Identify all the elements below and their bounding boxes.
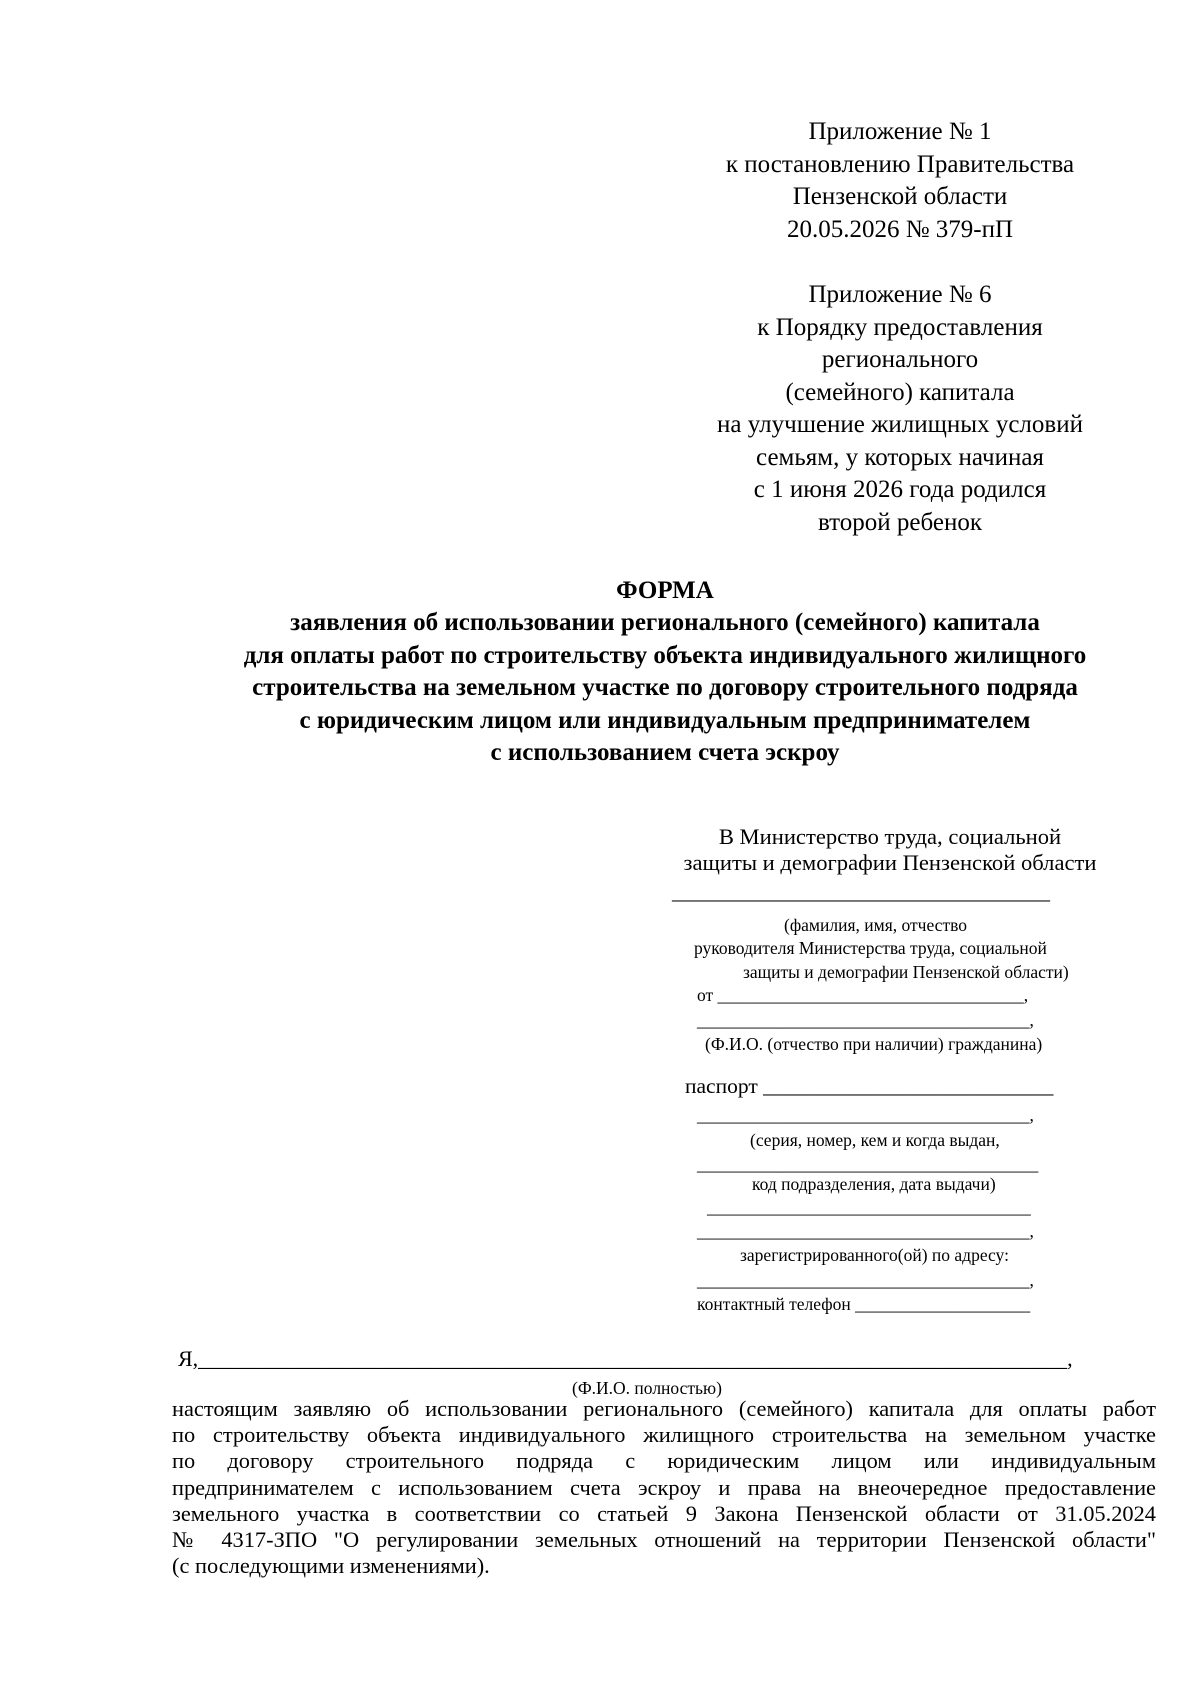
appendix-6-title: Приложение № 6 [808,281,992,308]
form-title-line-2: заявления об использовании регионального (семейного) капитала [290,609,1040,637]
appendix-1-decree-line: к постановлению Правительства [725,150,1075,178]
applicant-name-hint: (Ф.И.О. (отчество при наличии) гражданина) [705,1034,1043,1054]
address-blank-1[interactable]: _____________________________________ [707,1197,1031,1217]
minister-name-hint-3: защиты и демографии Пензенской области) [743,962,1069,982]
appendix-1-header [660,116,1140,246]
passport-hint-1: (серия, номер, кем и когда выдан, [750,1130,1000,1150]
form-title [120,575,1200,769]
statement-line-1: настоящим заявляю об использовании регионального (семейного) капитала для оплаты работ [172,1396,1156,1421]
form-heading: ФОРМА [616,577,714,604]
appendix-6-line-7: с 1 июня 2026 года родился [753,476,1047,503]
address-hint: зарегистрированного(ой) по адресу: [740,1245,1009,1265]
applicant-from-field[interactable]: от ___________________________________, [697,985,1029,1005]
statement-line-6: № 4317-ЗПО "О регулировании земельных отношений на территории Пензенской области" [172,1527,1156,1553]
statement-line-5: земельного участка в соответствии со статьей 9 Закона Пензенской области от 31.05.2024 [172,1500,1156,1526]
appendix-6-line-3: регионального [821,346,979,373]
form-title-line-3: для оплаты работ по строительству объекта индивидуального жилищного [243,641,1087,669]
address-blank-3[interactable]: ______________________________________, [697,1270,1034,1290]
addressee-line-2: защиты и демографии Пензенской области [683,850,1097,875]
appendix-6-line-6: семьям, у которых начиная [756,443,1044,471]
address-blank-2[interactable]: ______________________________________, [697,1221,1034,1241]
appendix-1-date-number: 20.05.2026 № 379-пП [786,215,1014,243]
applicant-full-name-hint: (Ф.И.О. полностью) [572,1378,722,1398]
statement-line-2: по строительству объекта индивидуального жилищного строительства на земельном участке [172,1422,1156,1448]
form-title-line-5: с юридическим лицом или индивидуальным предпринимателем [299,706,1031,734]
passport-blank-1[interactable]: ______________________________________, [697,1105,1034,1125]
appendix-6-line-5: на улучшение жилищных условий [717,411,1083,438]
passport-blank-2[interactable]: _______________________________________ [697,1154,1039,1174]
passport-field[interactable]: паспорт ___________________________ [685,1074,1054,1098]
applicant-name-blank[interactable]: ______________________________________, [697,1010,1034,1030]
passport-hint-2: код подразделения, дата выдачи) [752,1174,996,1194]
minister-name-hint-2: руководителя Министерства труда, социальной [694,938,1047,958]
statement-line-7: (с последующими изменениями). [172,1553,490,1579]
addressee-block [660,824,1120,876]
form-title-line-6: с использованием счета эскроу [490,739,840,767]
minister-name-blank[interactable]: ____________________________________ [672,880,1050,904]
appendix-1-title: Приложение № 1 [808,118,992,145]
appendix-6-header [660,279,1140,539]
statement-paragraph [172,1396,1156,1579]
statement-line-4: предпринимателем с использованием счета эскроу и права на внеочередное предоставление [172,1474,1156,1500]
form-title-line-4: строительства на земельном участке по договору строительного подряда [252,674,1078,702]
appendix-6-line-4: (семейного) капитала [785,378,1015,406]
statement-line-3: по договору строительного подряда с юридическим лицом или индивидуальным [172,1448,1156,1474]
appendix-1-region-line: Пензенской области [792,183,1008,210]
phone-field[interactable]: контактный телефон ____________________ [697,1294,1031,1314]
appendix-6-line-8: второй ребенок [817,508,982,536]
applicant-full-name-field[interactable]: Я,_______________________________________________________________________________, [178,1346,1073,1371]
addressee-line-1: В Министерство труда, социальной [718,824,1062,849]
minister-name-hint-1: (фамилия, имя, отчество [784,915,967,935]
appendix-6-line-2: к Порядку предоставления [757,313,1043,341]
